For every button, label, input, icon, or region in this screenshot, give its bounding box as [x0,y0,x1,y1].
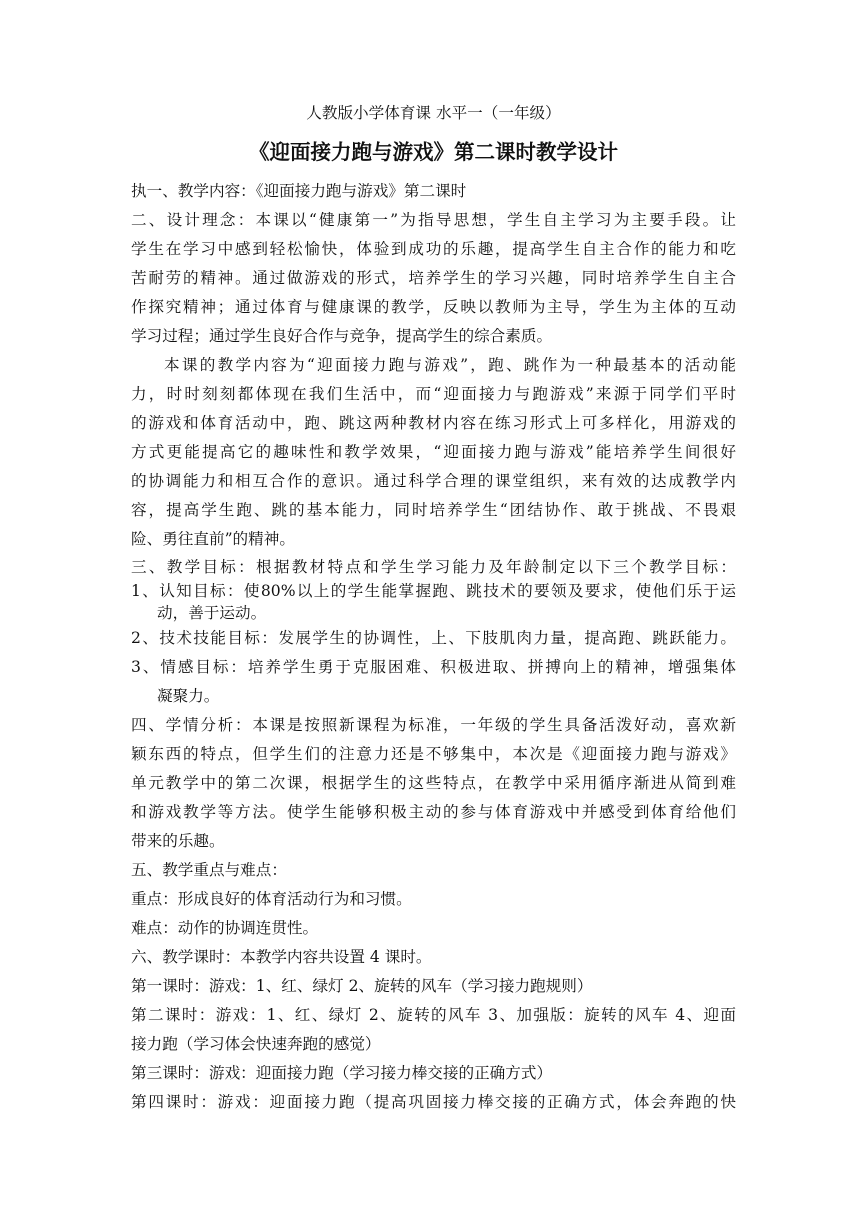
section-1-content: 执一、教学内容：《迎面接力跑与游戏》第二课时 [131,182,467,200]
goal-3-line-1: 3、情感目标：培养学生勇于克服困难、积极进取、拼搏向上的精神，增强集体 [131,658,736,676]
section-4-line-4: 和游戏教学等方法。使学生能够积极主动的参与体育游戏中并感受到体育给他们 [131,803,736,821]
section-2-line-1: 二、设计理念：本课以“健康第一”为指导思想，学生自主学习为主要手段。让 [131,211,736,229]
section-2-line-2: 学生在学习中感到轻松愉快，体验到成功的乐趣，提高学生自主合作的能力和吃 [131,240,736,258]
section-5-heading: 五、教学重点与难点： [131,861,287,879]
paragraph-2-line-1: 本课的教学内容为“迎面接力跑与游戏”，跑、跳作为一种最基本的活动能 [164,356,736,374]
lesson-3: 第三课时：游戏：迎面接力跑（学习接力棒交接的正确方式） [131,1064,553,1082]
key-point: 重点：形成良好的体育活动行为和习惯。 [131,890,412,908]
lesson-2-line-1: 第二课时：游戏：1、红、绿灯 2、旋转的风车 3、加强版：旋转的风车 4、迎面 [131,1006,736,1024]
paragraph-2-line-5: 的协调能力和相互合作的意识。通过科学合理的课堂组织，来有效的达成教学内 [131,472,736,490]
section-4-line-5: 带来的乐趣。 [131,832,225,850]
goal-1-line-1: 1、认知目标：使80%以上的学生能掌握跑、跳技术的要领及要求，使他们乐于运 [131,582,736,600]
section-2-line-5: 学习过程；通过学生良好合作与竞争，提高学生的综合素质。 [131,327,553,345]
lesson-1: 第一课时：游戏：1、红、绿灯 2、旋转的风车（学习接力跑规则） [131,977,593,995]
difficult-point: 难点：动作的协调连贯性。 [131,919,319,937]
section-4-line-1: 四、学情分析：本课是按照新课程为标准，一年级的学生具备活泼好动，喜欢新 [131,716,736,734]
paragraph-2-line-2: 力，时时刻刻都体现在我们生活中，而“迎面接力与跑游戏”来源于同学们平时 [131,385,736,403]
section-2-line-3: 苦耐劳的精神。通过做游戏的形式，培养学生的学习兴趣，同时培养学生自主合 [131,269,736,287]
goal-2: 2、技术技能目标：发展学生的协调性，上、下肢肌肉力量，提高跑、跳跃能力。 [131,629,736,647]
section-4-line-2: 颖东西的特点，但学生们的注意力还是不够集中，本次是《迎面接力跑与游戏》 [131,745,736,763]
goal-3-line-2: 凝聚力。 [157,687,220,705]
section-2-line-4: 作探究精神；通过体育与健康课的教学，反映以教师为主导，学生为主体的互动 [131,298,736,316]
section-3-heading: 三、教学目标：根据教材特点和学生学习能力及年龄制定以下三个教学目标： [131,558,736,576]
paragraph-2-line-3: 的游戏和体育活动中，跑、跳这两种教材内容在练习形式上可多样化，用游戏的 [131,414,736,432]
section-4-line-3: 单元教学中的第二次课，根据学生的这些特点，在教学中采用循序渐进从简到难 [131,774,736,792]
paragraph-2-line-4: 方式更能提高它的趣味性和教学效果，“迎面接力跑与游戏”能培养学生间很好 [131,443,736,461]
lesson-4-line-1: 第四课时：游戏：迎面接力跑（提高巩固接力棒交接的正确方式，体会奔跑的快 [131,1093,736,1111]
paragraph-2-line-7: 险、勇往直前”的精神。 [131,530,295,548]
document-title: 《迎面接力跑与游戏》第二课时教学设计 [249,140,618,164]
lesson-2-line-2: 接力跑（学习体会快速奔跑的感觉） [131,1035,381,1053]
section-6-heading: 六、教学课时：本教学内容共设置 4 课时。 [131,948,432,966]
document-subtitle: 人教版小学体育课 水平一（一年级） [306,104,561,122]
paragraph-2-line-6: 容，提高学生跑、跳的基本能力，同时培养学生“团结协作、敢于挑战、不畏艰 [131,501,736,519]
goal-1-line-2: 动，善于运动。 [157,604,267,622]
